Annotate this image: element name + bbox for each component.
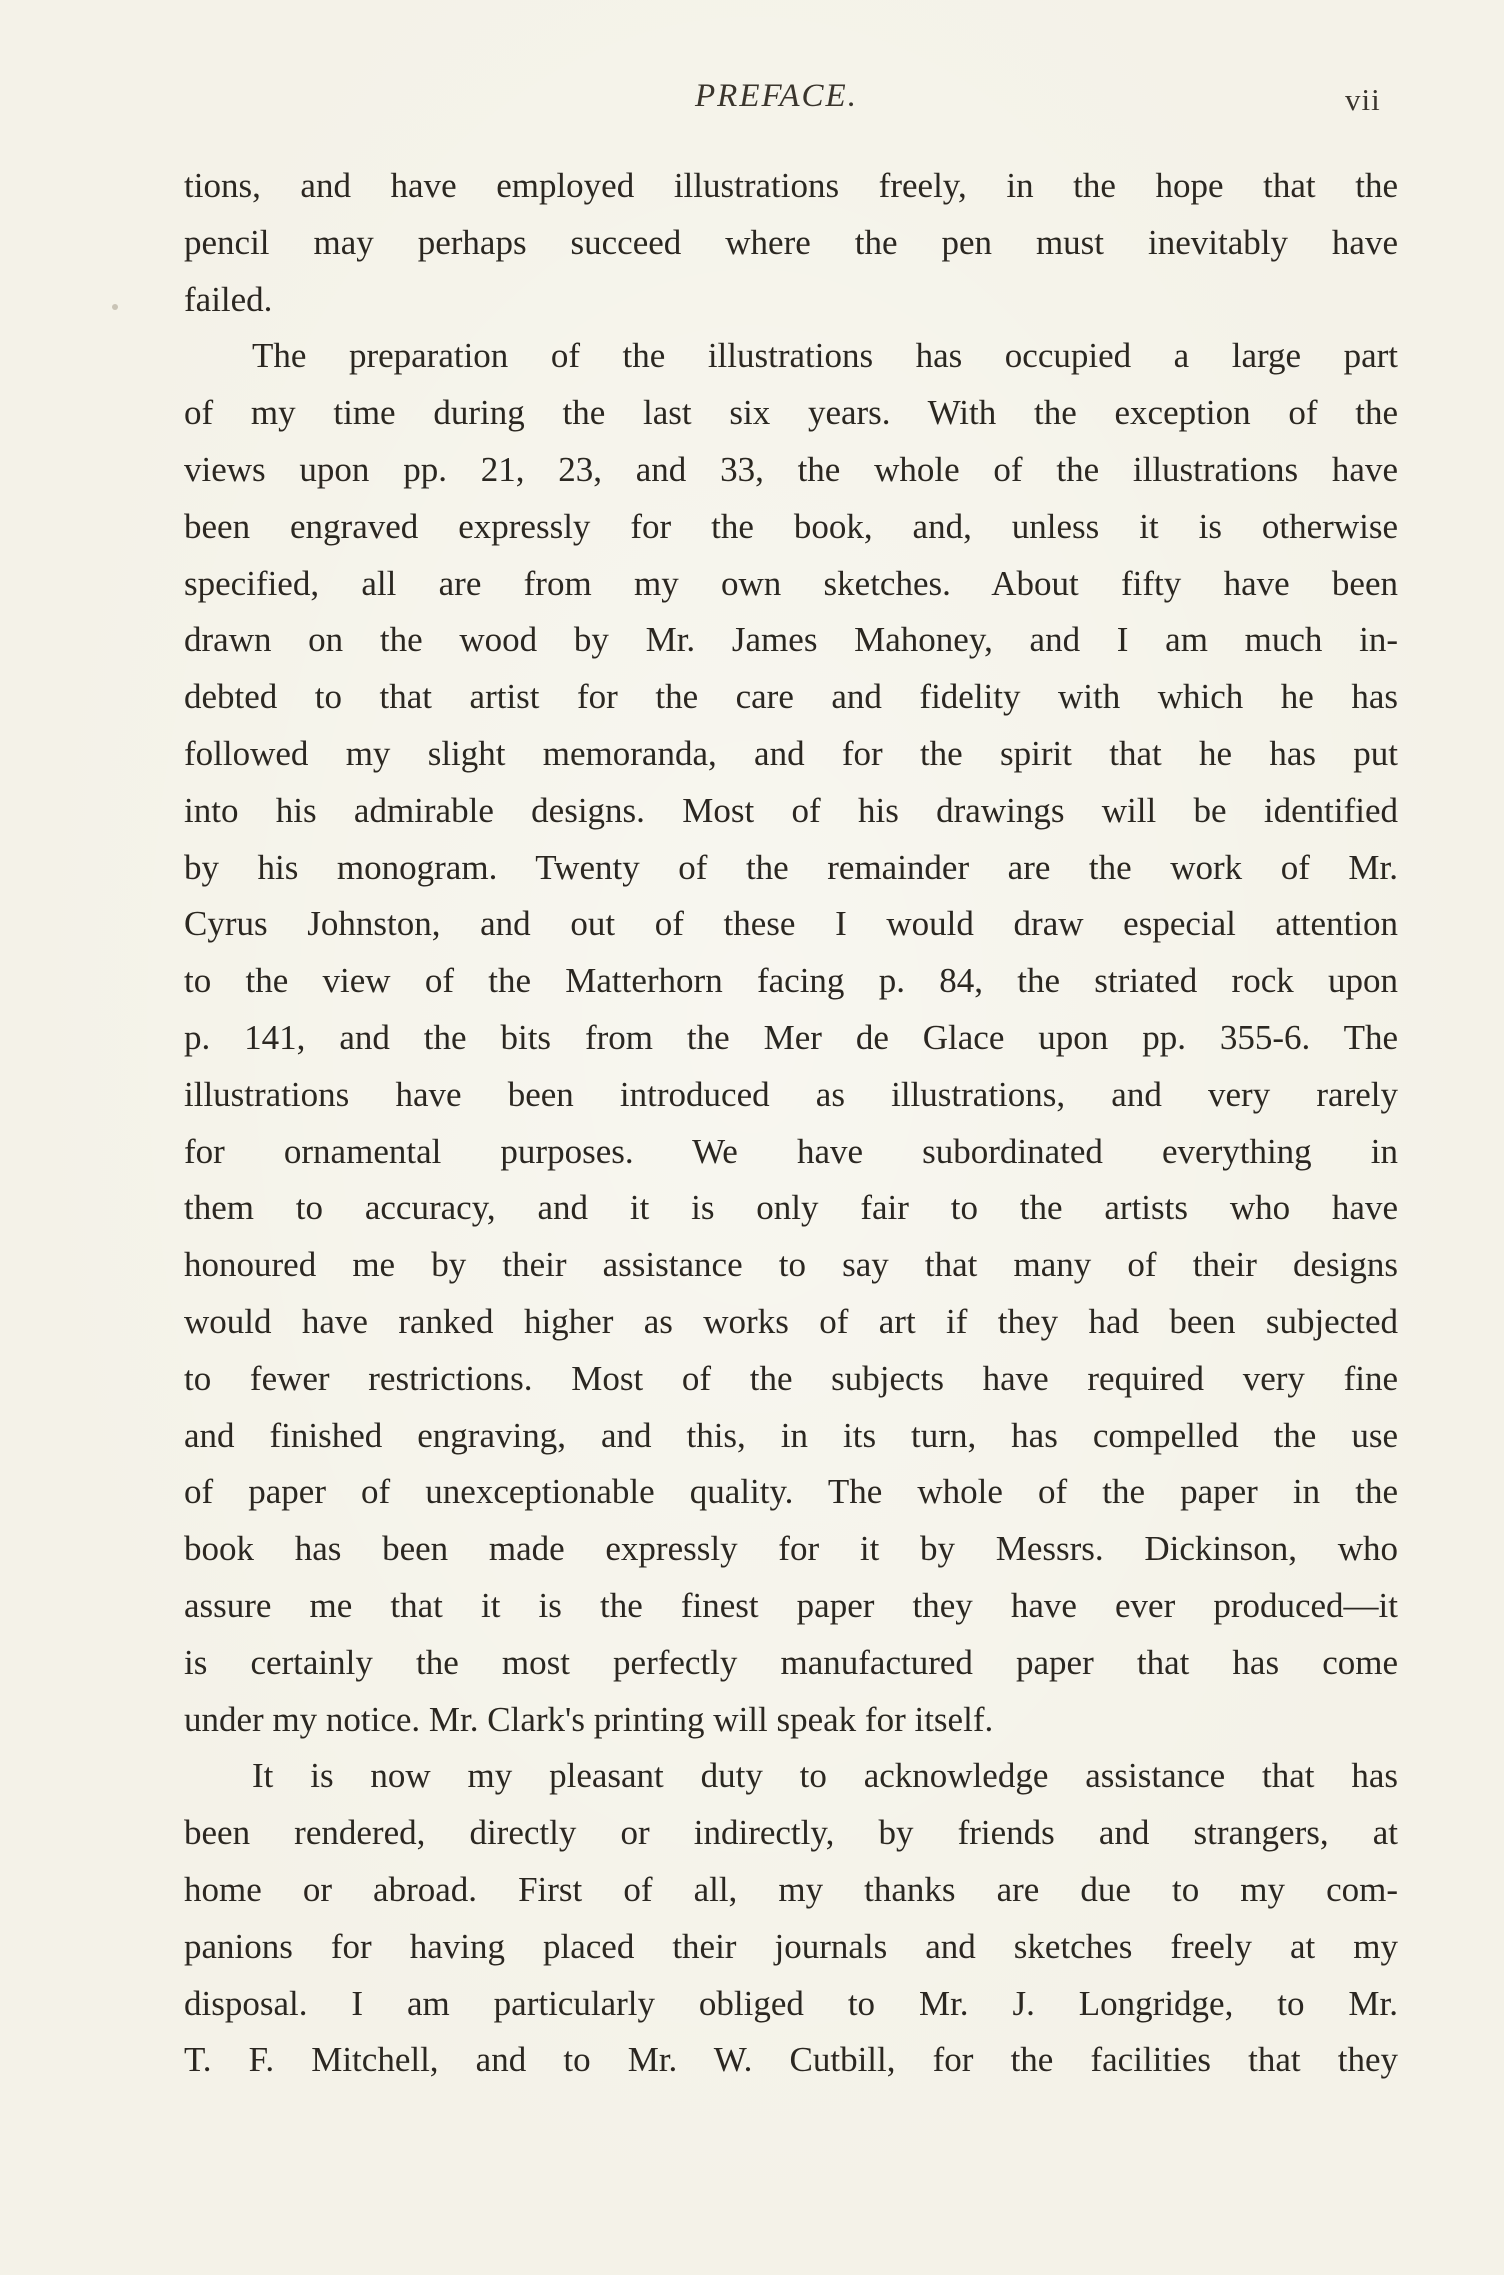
text-line: tions, and have employed illustrations freely, in the hope that the xyxy=(184,166,1398,205)
text-line: It is now my pleasant duty to acknowledge assistance that has xyxy=(252,1756,1398,1796)
text-line: under my notice. Mr. Clark's printing will speak for itself. xyxy=(184,1699,994,1739)
body-text xyxy=(184,158,1398,2089)
text-line: of my time during the last six years. With the exception of the xyxy=(184,393,1398,433)
text-line: is certainly the most perfectly manufactured paper that has come xyxy=(184,1642,1398,1682)
text-line: them to accuracy, and it is only fair to the artists who have xyxy=(184,1188,1398,1228)
text-line: assure me that it is the finest paper they have ever produced—it xyxy=(184,1585,1398,1625)
text-line: panions for having placed their journals and sketches freely at my xyxy=(184,1926,1398,1966)
text-line: would have ranked higher as works of art if they had been subjected xyxy=(184,1301,1398,1341)
text-line: T. F. Mitchell, and to Mr. W. Cutbill, for the facilities that they xyxy=(184,2040,1398,2080)
text-line: disposal. I am particularly obliged to Mr. J. Longridge, to Mr. xyxy=(184,1983,1398,2023)
running-title: PREFACE. xyxy=(695,78,858,114)
text-line: of paper of unexceptionable quality. The whole of the paper in the xyxy=(184,1472,1398,1512)
text-line: illustrations have been introduced as illustrations, and very rarely xyxy=(184,1074,1398,1114)
text-line: honoured me by their assistance to say that many of their designs xyxy=(184,1245,1398,1285)
text-line: p. 141, and the bits from the Mer de Glace upon pp. 355-6. The xyxy=(184,1017,1398,1057)
text-line: Cyrus Johnston, and out of these I would draw especial attention xyxy=(184,904,1398,944)
text-line: by his monogram. Twenty of the remainder are the work of Mr. xyxy=(184,847,1398,887)
text-line: pencil may perhaps succeed where the pen must inevitably have xyxy=(184,222,1398,262)
text-line: been rendered, directly or indirectly, by friends and strangers, at xyxy=(184,1813,1398,1853)
text-line: into his admirable designs. Most of his drawings will be identified xyxy=(184,790,1398,830)
text-line: specified, all are from my own sketches. About fifty have been xyxy=(184,563,1398,603)
text-line: book has been made expressly for it by Messrs. Dickinson, who xyxy=(184,1529,1398,1569)
paper-speck xyxy=(112,304,118,310)
text-line: home or abroad. First of all, my thanks are due to my com- xyxy=(184,1869,1398,1909)
text-line: debted to that artist for the care and fidelity with which he has xyxy=(184,677,1398,717)
text-line: followed my slight memoranda, and for the spirit that he has put xyxy=(184,733,1398,773)
page-number: vii xyxy=(1345,82,1381,117)
text-line: drawn on the wood by Mr. James Mahoney, and I am much in- xyxy=(184,620,1398,660)
text-line: failed. xyxy=(184,279,273,319)
text-line: to fewer restrictions. Most of the subjects have required very fine xyxy=(184,1358,1398,1398)
text-line: The preparation of the illustrations has occupied a large part xyxy=(252,336,1398,376)
running-head xyxy=(0,78,1504,118)
text-line: to the view of the Matterhorn facing p. 84, the striated rock upon xyxy=(184,961,1398,1001)
text-line: and finished engraving, and this, in its turn, has compelled the use xyxy=(184,1415,1398,1455)
text-line: for ornamental purposes. We have subordinated everything in xyxy=(184,1131,1398,1171)
text-line: been engraved expressly for the book, and, unless it is otherwise xyxy=(184,506,1398,546)
text-line: views upon pp. 21, 23, and 33, the whole of the illustrations have xyxy=(184,449,1398,489)
